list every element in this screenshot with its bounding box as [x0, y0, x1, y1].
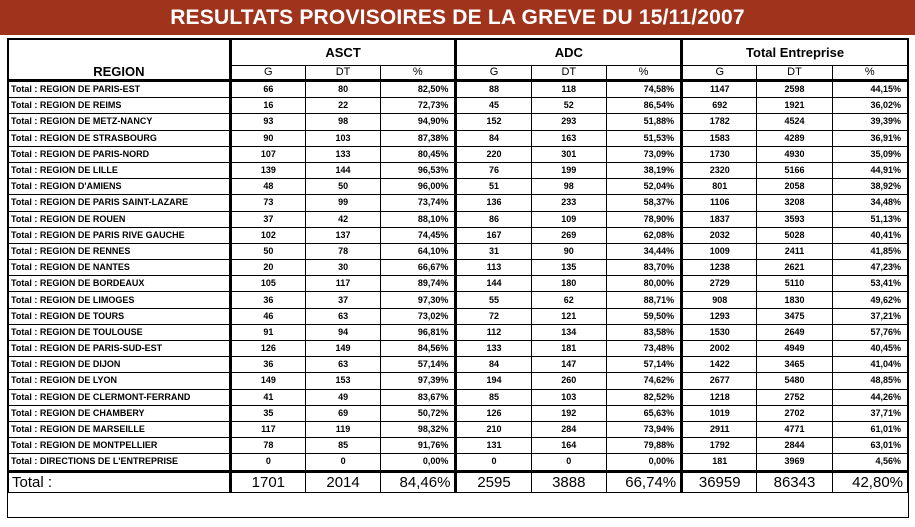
cell-total-dt: 5028	[757, 227, 832, 243]
cell-adc-g: 0	[456, 454, 531, 471]
cell-asct-pct: 0,00%	[381, 454, 456, 471]
cell-asct-dt: 99	[305, 195, 380, 211]
cell-adc-dt: 103	[531, 389, 606, 405]
cell-total-dt: 5166	[757, 162, 832, 178]
cell-total-g: 1583	[682, 130, 757, 146]
table-row	[9, 98, 908, 114]
cell-adc-g: 76	[456, 162, 531, 178]
cell-adc-pct: 0,00%	[606, 454, 681, 471]
cell-total-pct: 44,26%	[832, 389, 907, 405]
cell-asct-pct: 88,10%	[381, 211, 456, 227]
table-row	[9, 438, 908, 454]
cell-total-pct: 41,85%	[832, 243, 907, 259]
results-table	[8, 39, 908, 493]
cell-total-dt: 2702	[757, 405, 832, 421]
cell-total-dt: 2598	[757, 81, 832, 98]
cell-adc-dt: 164	[531, 438, 606, 454]
cell-asct-g: 41	[230, 389, 305, 405]
cell-total-pct: 4,56%	[832, 454, 907, 471]
cell-adc-g: 72	[456, 308, 531, 324]
cell-asct-pct: 97,39%	[381, 373, 456, 389]
cell-adc-g: 2595	[456, 471, 531, 492]
cell-total-pct: 40,41%	[832, 227, 907, 243]
subheader-adc-pct: %	[606, 66, 681, 81]
cell-adc-pct: 80,00%	[606, 276, 681, 292]
cell-adc-dt: 293	[531, 114, 606, 130]
cell-adc-dt: 109	[531, 211, 606, 227]
group-header-adc: ADC	[456, 40, 682, 66]
cell-region-name: Total : REGION DE BORDEAUX	[9, 276, 231, 292]
cell-region-name: Total : REGION DE LYON	[9, 373, 231, 389]
cell-total-dt: 5110	[757, 276, 832, 292]
cell-total-g: 692	[682, 98, 757, 114]
cell-asct-dt: 117	[305, 276, 380, 292]
cell-total-pct: 38,92%	[832, 179, 907, 195]
cell-total-pct: 41,04%	[832, 357, 907, 373]
cell-total-dt: 4524	[757, 114, 832, 130]
cell-asct-g: 35	[230, 405, 305, 421]
cell-asct-pct: 96,53%	[381, 162, 456, 178]
cell-total-pct: 51,13%	[832, 211, 907, 227]
cell-adc-dt: 90	[531, 243, 606, 259]
cell-asct-g: 36	[230, 357, 305, 373]
cell-asct-pct: 87,38%	[381, 130, 456, 146]
cell-total-dt: 3593	[757, 211, 832, 227]
cell-total-g: 1147	[682, 81, 757, 98]
cell-asct-pct: 96,81%	[381, 324, 456, 340]
cell-asct-dt: 37	[305, 292, 380, 308]
cell-asct-g: 36	[230, 292, 305, 308]
group-header-asct: ASCT	[230, 40, 456, 66]
table-row	[9, 292, 908, 308]
cell-adc-g: 88	[456, 81, 531, 98]
page-title: RESULTATS PROVISOIRES DE LA GREVE DU 15/11/2007	[0, 0, 915, 35]
cell-total-dt: 3208	[757, 195, 832, 211]
cell-adc-g: 84	[456, 130, 531, 146]
cell-asct-dt: 144	[305, 162, 380, 178]
table-row	[9, 260, 908, 276]
cell-adc-g: 55	[456, 292, 531, 308]
cell-adc-pct: 78,90%	[606, 211, 681, 227]
cell-adc-dt: 163	[531, 130, 606, 146]
cell-total-g: 2320	[682, 162, 757, 178]
cell-total-g: 1009	[682, 243, 757, 259]
cell-total-g: 181	[682, 454, 757, 471]
cell-adc-pct: 74,58%	[606, 81, 681, 98]
cell-adc-dt: 118	[531, 81, 606, 98]
cell-adc-dt: 135	[531, 260, 606, 276]
cell-asct-pct: 73,02%	[381, 308, 456, 324]
cell-adc-pct: 62,08%	[606, 227, 681, 243]
cell-total-pct: 57,76%	[832, 324, 907, 340]
cell-total-dt: 1830	[757, 292, 832, 308]
cell-total-dt: 4949	[757, 341, 832, 357]
cell-adc-pct: 73,94%	[606, 421, 681, 437]
cell-adc-g: 220	[456, 146, 531, 162]
cell-total-g: 2911	[682, 421, 757, 437]
cell-adc-dt: 62	[531, 292, 606, 308]
cell-total-g: 1106	[682, 195, 757, 211]
cell-asct-g: 50	[230, 243, 305, 259]
subheader-total-dt: DT	[757, 66, 832, 81]
cell-total-pct: 37,71%	[832, 405, 907, 421]
subheader-adc-dt: DT	[531, 66, 606, 81]
cell-total-pct: 47,23%	[832, 260, 907, 276]
cell-asct-g: 107	[230, 146, 305, 162]
cell-adc-pct: 58,37%	[606, 195, 681, 211]
cell-total-g: 908	[682, 292, 757, 308]
cell-adc-pct: 38,19%	[606, 162, 681, 178]
cell-asct-g: 46	[230, 308, 305, 324]
cell-asct-dt: 50	[305, 179, 380, 195]
cell-asct-pct: 94,90%	[381, 114, 456, 130]
cell-adc-g: 113	[456, 260, 531, 276]
cell-total-pct: 36,02%	[832, 98, 907, 114]
cell-total-g: 2002	[682, 341, 757, 357]
cell-region-name: Total : REGION DE REIMS	[9, 98, 231, 114]
cell-region-name: Total : REGION D'AMIENS	[9, 179, 231, 195]
cell-adc-pct: 52,04%	[606, 179, 681, 195]
cell-asct-g: 126	[230, 341, 305, 357]
cell-asct-dt: 80	[305, 81, 380, 98]
cell-adc-pct: 57,14%	[606, 357, 681, 373]
cell-region-name: Total : REGION DE CHAMBERY	[9, 405, 231, 421]
subheader-total-pct: %	[832, 66, 907, 81]
table-row	[9, 421, 908, 437]
cell-total-pct: 40,45%	[832, 341, 907, 357]
cell-adc-pct: 65,63%	[606, 405, 681, 421]
table-row	[9, 373, 908, 389]
cell-total-pct: 53,41%	[832, 276, 907, 292]
subheader-total-g: G	[682, 66, 757, 81]
cell-adc-dt: 284	[531, 421, 606, 437]
cell-total-pct: 49,62%	[832, 292, 907, 308]
cell-adc-dt: 3888	[531, 471, 606, 492]
cell-asct-pct: 91,76%	[381, 438, 456, 454]
cell-adc-pct: 83,58%	[606, 324, 681, 340]
cell-adc-g: 144	[456, 276, 531, 292]
cell-region-name: Total : REGION DE PARIS RIVE GAUCHE	[9, 227, 231, 243]
cell-region-name: Total : REGION DE TOULOUSE	[9, 324, 231, 340]
cell-asct-dt: 30	[305, 260, 380, 276]
cell-total-dt: 2844	[757, 438, 832, 454]
cell-asct-pct: 82,50%	[381, 81, 456, 98]
cell-asct-g: 93	[230, 114, 305, 130]
cell-region-name: Total : REGION DE TOURS	[9, 308, 231, 324]
cell-adc-g: 45	[456, 98, 531, 114]
cell-adc-dt: 180	[531, 276, 606, 292]
cell-asct-dt: 149	[305, 341, 380, 357]
subheader-asct-g: G	[230, 66, 305, 81]
cell-total-dt: 4930	[757, 146, 832, 162]
cell-total-g: 801	[682, 179, 757, 195]
table-row	[9, 357, 908, 373]
cell-region-name: Total : REGION DE PARIS-SUD-EST	[9, 341, 231, 357]
cell-total-g: 2032	[682, 227, 757, 243]
cell-asct-g: 0	[230, 454, 305, 471]
cell-asct-pct: 84,46%	[381, 471, 456, 492]
cell-adc-pct: 73,09%	[606, 146, 681, 162]
table-row	[9, 179, 908, 195]
cell-region-name: Total : REGION DE PARIS SAINT-LAZARE	[9, 195, 231, 211]
cell-total-g: 1530	[682, 324, 757, 340]
cell-asct-g: 48	[230, 179, 305, 195]
cell-adc-dt: 98	[531, 179, 606, 195]
cell-adc-g: 136	[456, 195, 531, 211]
cell-adc-g: 31	[456, 243, 531, 259]
cell-region-name: Total : REGION DE LILLE	[9, 162, 231, 178]
cell-adc-pct: 79,88%	[606, 438, 681, 454]
cell-asct-g: 1701	[230, 471, 305, 492]
cell-adc-pct: 66,74%	[606, 471, 681, 492]
cell-asct-g: 20	[230, 260, 305, 276]
cell-total-dt: 2649	[757, 324, 832, 340]
cell-asct-dt: 49	[305, 389, 380, 405]
table-row	[9, 81, 908, 98]
results-table-container	[7, 38, 909, 518]
cell-asct-dt: 94	[305, 324, 380, 340]
cell-adc-g: 210	[456, 421, 531, 437]
region-column-header: REGION	[9, 40, 231, 81]
cell-asct-dt: 0	[305, 454, 380, 471]
cell-asct-dt: 63	[305, 308, 380, 324]
cell-total-dt: 2621	[757, 260, 832, 276]
cell-region-name: Total : DIRECTIONS DE L'ENTREPRISE	[9, 454, 231, 471]
cell-total-pct: 42,80%	[832, 471, 907, 492]
cell-asct-dt: 153	[305, 373, 380, 389]
cell-region-name: Total : REGION DE DIJON	[9, 357, 231, 373]
cell-total-dt: 3465	[757, 357, 832, 373]
cell-region-name: Total :	[9, 471, 231, 492]
cell-total-g: 2729	[682, 276, 757, 292]
cell-asct-g: 90	[230, 130, 305, 146]
cell-asct-dt: 42	[305, 211, 380, 227]
cell-total-dt: 3475	[757, 308, 832, 324]
table-row	[9, 405, 908, 421]
cell-adc-g: 86	[456, 211, 531, 227]
cell-adc-dt: 269	[531, 227, 606, 243]
subheader-asct-pct: %	[381, 66, 456, 81]
cell-total-dt: 2752	[757, 389, 832, 405]
cell-asct-dt: 22	[305, 98, 380, 114]
cell-total-dt: 2411	[757, 243, 832, 259]
group-header-total-entreprise: Total Entreprise	[682, 40, 908, 66]
cell-total-dt: 3969	[757, 454, 832, 471]
cell-total-dt: 5480	[757, 373, 832, 389]
cell-adc-pct: 51,88%	[606, 114, 681, 130]
cell-adc-dt: 134	[531, 324, 606, 340]
cell-total-dt: 1921	[757, 98, 832, 114]
results-table-body	[9, 81, 908, 493]
table-row	[9, 162, 908, 178]
cell-total-g: 1293	[682, 308, 757, 324]
cell-adc-dt: 147	[531, 357, 606, 373]
cell-adc-g: 133	[456, 341, 531, 357]
cell-asct-pct: 83,67%	[381, 389, 456, 405]
cell-region-name: Total : REGION DE MONTPELLIER	[9, 438, 231, 454]
cell-total-dt: 2058	[757, 179, 832, 195]
cell-asct-g: 149	[230, 373, 305, 389]
cell-asct-dt: 98	[305, 114, 380, 130]
cell-adc-pct: 59,50%	[606, 308, 681, 324]
cell-region-name: Total : REGION DE LIMOGES	[9, 292, 231, 308]
cell-asct-g: 139	[230, 162, 305, 178]
cell-asct-pct: 50,72%	[381, 405, 456, 421]
cell-region-name: Total : REGION DE MARSEILLE	[9, 421, 231, 437]
cell-asct-dt: 78	[305, 243, 380, 259]
cell-asct-g: 102	[230, 227, 305, 243]
cell-adc-g: 112	[456, 324, 531, 340]
cell-asct-pct: 57,14%	[381, 357, 456, 373]
cell-adc-g: 167	[456, 227, 531, 243]
cell-total-pct: 36,91%	[832, 130, 907, 146]
cell-region-name: Total : REGION DE PARIS-EST	[9, 81, 231, 98]
cell-adc-g: 51	[456, 179, 531, 195]
cell-asct-dt: 85	[305, 438, 380, 454]
cell-adc-pct: 51,53%	[606, 130, 681, 146]
subheader-adc-g: G	[456, 66, 531, 81]
cell-total-g: 1238	[682, 260, 757, 276]
cell-total-pct: 63,01%	[832, 438, 907, 454]
cell-asct-g: 16	[230, 98, 305, 114]
cell-total-pct: 34,48%	[832, 195, 907, 211]
cell-adc-pct: 73,48%	[606, 341, 681, 357]
cell-asct-g: 66	[230, 81, 305, 98]
table-row	[9, 243, 908, 259]
cell-asct-pct: 72,73%	[381, 98, 456, 114]
cell-region-name: Total : REGION DE CLERMONT-FERRAND	[9, 389, 231, 405]
cell-adc-g: 194	[456, 373, 531, 389]
table-row	[9, 211, 908, 227]
cell-total-dt: 4289	[757, 130, 832, 146]
cell-total-g: 1730	[682, 146, 757, 162]
cell-total-g: 1782	[682, 114, 757, 130]
cell-region-name: Total : REGION DE METZ-NANCY	[9, 114, 231, 130]
cell-asct-g: 91	[230, 324, 305, 340]
cell-asct-pct: 84,56%	[381, 341, 456, 357]
cell-adc-dt: 52	[531, 98, 606, 114]
cell-adc-g: 152	[456, 114, 531, 130]
table-row	[9, 130, 908, 146]
cell-total-dt: 4771	[757, 421, 832, 437]
cell-adc-g: 126	[456, 405, 531, 421]
cell-asct-g: 73	[230, 195, 305, 211]
cell-total-g: 1019	[682, 405, 757, 421]
cell-total-g: 1422	[682, 357, 757, 373]
cell-region-name: Total : REGION DE PARIS-NORD	[9, 146, 231, 162]
cell-adc-pct: 86,54%	[606, 98, 681, 114]
header-row-groups	[9, 40, 908, 66]
table-row	[9, 308, 908, 324]
cell-adc-pct: 74,62%	[606, 373, 681, 389]
cell-region-name: Total : REGION DE ROUEN	[9, 211, 231, 227]
cell-total-pct: 35,09%	[832, 146, 907, 162]
cell-adc-g: 84	[456, 357, 531, 373]
cell-total-pct: 48,85%	[832, 373, 907, 389]
cell-adc-pct: 83,70%	[606, 260, 681, 276]
cell-asct-pct: 74,45%	[381, 227, 456, 243]
cell-adc-pct: 88,71%	[606, 292, 681, 308]
cell-total-g: 1792	[682, 438, 757, 454]
cell-adc-dt: 0	[531, 454, 606, 471]
cell-asct-pct: 96,00%	[381, 179, 456, 195]
table-row	[9, 227, 908, 243]
cell-adc-dt: 260	[531, 373, 606, 389]
table-row	[9, 146, 908, 162]
cell-total-pct: 44,15%	[832, 81, 907, 98]
cell-adc-g: 85	[456, 389, 531, 405]
cell-asct-g: 37	[230, 211, 305, 227]
cell-adc-pct: 34,44%	[606, 243, 681, 259]
cell-adc-g: 131	[456, 438, 531, 454]
subheader-asct-dt: DT	[305, 66, 380, 81]
cell-asct-pct: 66,67%	[381, 260, 456, 276]
table-row	[9, 276, 908, 292]
cell-asct-g: 117	[230, 421, 305, 437]
table-row	[9, 114, 908, 130]
cell-adc-dt: 121	[531, 308, 606, 324]
cell-region-name: Total : REGION DE RENNES	[9, 243, 231, 259]
cell-asct-dt: 103	[305, 130, 380, 146]
table-row	[9, 195, 908, 211]
cell-asct-pct: 89,74%	[381, 276, 456, 292]
cell-adc-dt: 233	[531, 195, 606, 211]
table-row	[9, 341, 908, 357]
cell-total-pct: 44,91%	[832, 162, 907, 178]
cell-asct-g: 105	[230, 276, 305, 292]
table-row	[9, 324, 908, 340]
cell-asct-g: 78	[230, 438, 305, 454]
cell-asct-pct: 64,10%	[381, 243, 456, 259]
cell-asct-pct: 97,30%	[381, 292, 456, 308]
cell-asct-dt: 137	[305, 227, 380, 243]
cell-asct-pct: 98,32%	[381, 421, 456, 437]
cell-asct-dt: 2014	[305, 471, 380, 492]
cell-total-g: 1837	[682, 211, 757, 227]
cell-total-pct: 61,01%	[832, 421, 907, 437]
cell-adc-dt: 301	[531, 146, 606, 162]
cell-total-dt: 86343	[757, 471, 832, 492]
cell-region-name: Total : REGION DE NANTES	[9, 260, 231, 276]
cell-asct-dt: 133	[305, 146, 380, 162]
cell-total-g: 2677	[682, 373, 757, 389]
table-row	[9, 389, 908, 405]
cell-total-pct: 37,21%	[832, 308, 907, 324]
cell-adc-dt: 181	[531, 341, 606, 357]
cell-adc-dt: 199	[531, 162, 606, 178]
cell-total-g: 36959	[682, 471, 757, 492]
cell-total-pct: 39,39%	[832, 114, 907, 130]
cell-total-g: 1218	[682, 389, 757, 405]
cell-asct-dt: 119	[305, 421, 380, 437]
grand-total-row	[9, 471, 908, 492]
cell-region-name: Total : REGION DE STRASBOURG	[9, 130, 231, 146]
cell-asct-dt: 63	[305, 357, 380, 373]
cell-asct-pct: 73,74%	[381, 195, 456, 211]
cell-asct-dt: 69	[305, 405, 380, 421]
cell-adc-dt: 192	[531, 405, 606, 421]
cell-adc-pct: 82,52%	[606, 389, 681, 405]
table-row	[9, 454, 908, 471]
cell-asct-pct: 80,45%	[381, 146, 456, 162]
